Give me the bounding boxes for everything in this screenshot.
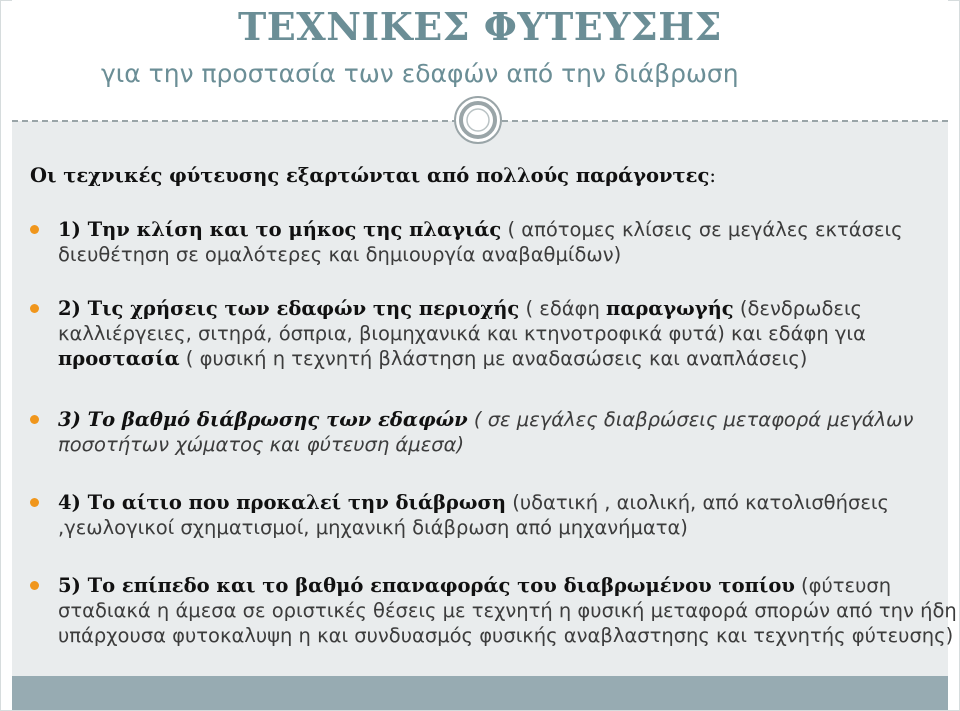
list-item-lead: 2) Τις χρήσεις των εδαφών της περιοχής	[58, 297, 520, 320]
list-item-text	[58, 490, 960, 540]
emphasis-protection: προστασία	[58, 347, 180, 370]
emphasis-production: παραγωγής	[606, 297, 734, 320]
list-item-text	[58, 296, 960, 371]
list-item-lead: 4) Το αίτιο που προκαλεί την διάβρωση	[58, 491, 507, 514]
footer-bar	[12, 676, 948, 710]
list-item	[30, 490, 960, 540]
list-item-lead: 5) Το επίπεδο και το βαθμό επαναφοράς του διαβρωμένου τοπίου	[58, 574, 795, 597]
list-item	[30, 573, 960, 648]
list-item-detail: (φύτευση σταδιακά η άμεσα σε οριστικές θέσεις με τεχνητή η φυσική μεταφορά σπορών από την ήδη υπάρχουσα φυτοκαλυψη η και συνδυασμός φυσικής αναβλαστησης και τεχνητής φύτευσης)	[58, 574, 957, 647]
list-item-detail: (δενδρωδεις καλλιέργειες, σιτηρά, όσπρια, βιομηχανικά και κτηνοτροφικά φυτά) και εδάφη για	[58, 297, 866, 345]
orange-dot-bullet-icon	[30, 225, 39, 234]
list-item-lead: 3) Το βαθμό διάβρωσης των εδαφών	[58, 408, 468, 431]
list-item-detail: ( φυσική η τεχνητή βλάστηση με αναδασώσεις και αναπλάσεις)	[179, 347, 808, 370]
list-item-detail: ( απότομες κλίσεις σε μεγάλες εκτάσεις διευθέτηση σε ομαλότερες και δημιουργία αναβαθμίδων)	[58, 218, 903, 266]
list-item-detail: (υδατική , αιολική, από κατολισθήσεις ,γεωλογικοί σχηματισμοί, μηχανική διάβρωση από μηχανήματα)	[58, 491, 889, 539]
intro-colon: :	[709, 164, 716, 187]
list-item-detail: ( εδάφη	[519, 297, 607, 320]
list-item-detail: ( σε μεγάλες διαβρώσεις μεταφορά μεγάλων ποσοτήτων χώματος και φύτευση άμεσα)	[58, 408, 914, 456]
intro-bold: Οι τεχνικές φύτευσης εξαρτώνται από πολλούς παράγοντες	[30, 164, 710, 187]
slide-subtitle: για την προστασία των εδαφών από την διάβρωση	[101, 59, 739, 88]
orange-dot-bullet-icon	[30, 498, 39, 507]
intro-text	[30, 164, 716, 187]
orange-dot-bullet-icon	[30, 304, 39, 313]
list-item-text	[58, 573, 960, 648]
list-item	[30, 217, 960, 267]
list-item	[30, 407, 960, 457]
slide-title: ΤΕΧΝΙΚΕΣ ΦΥΤΕΥΣΗΣ	[237, 4, 723, 49]
list-item	[30, 296, 960, 371]
list-item-text	[58, 217, 960, 267]
list-item-lead: 1) Την κλίση και το μήκος της πλαγιάς	[58, 218, 502, 241]
list-item-text	[58, 407, 960, 457]
orange-dot-bullet-icon	[30, 581, 39, 590]
orange-dot-bullet-icon	[30, 415, 39, 424]
concentric-circle-ornament-icon	[453, 95, 503, 145]
